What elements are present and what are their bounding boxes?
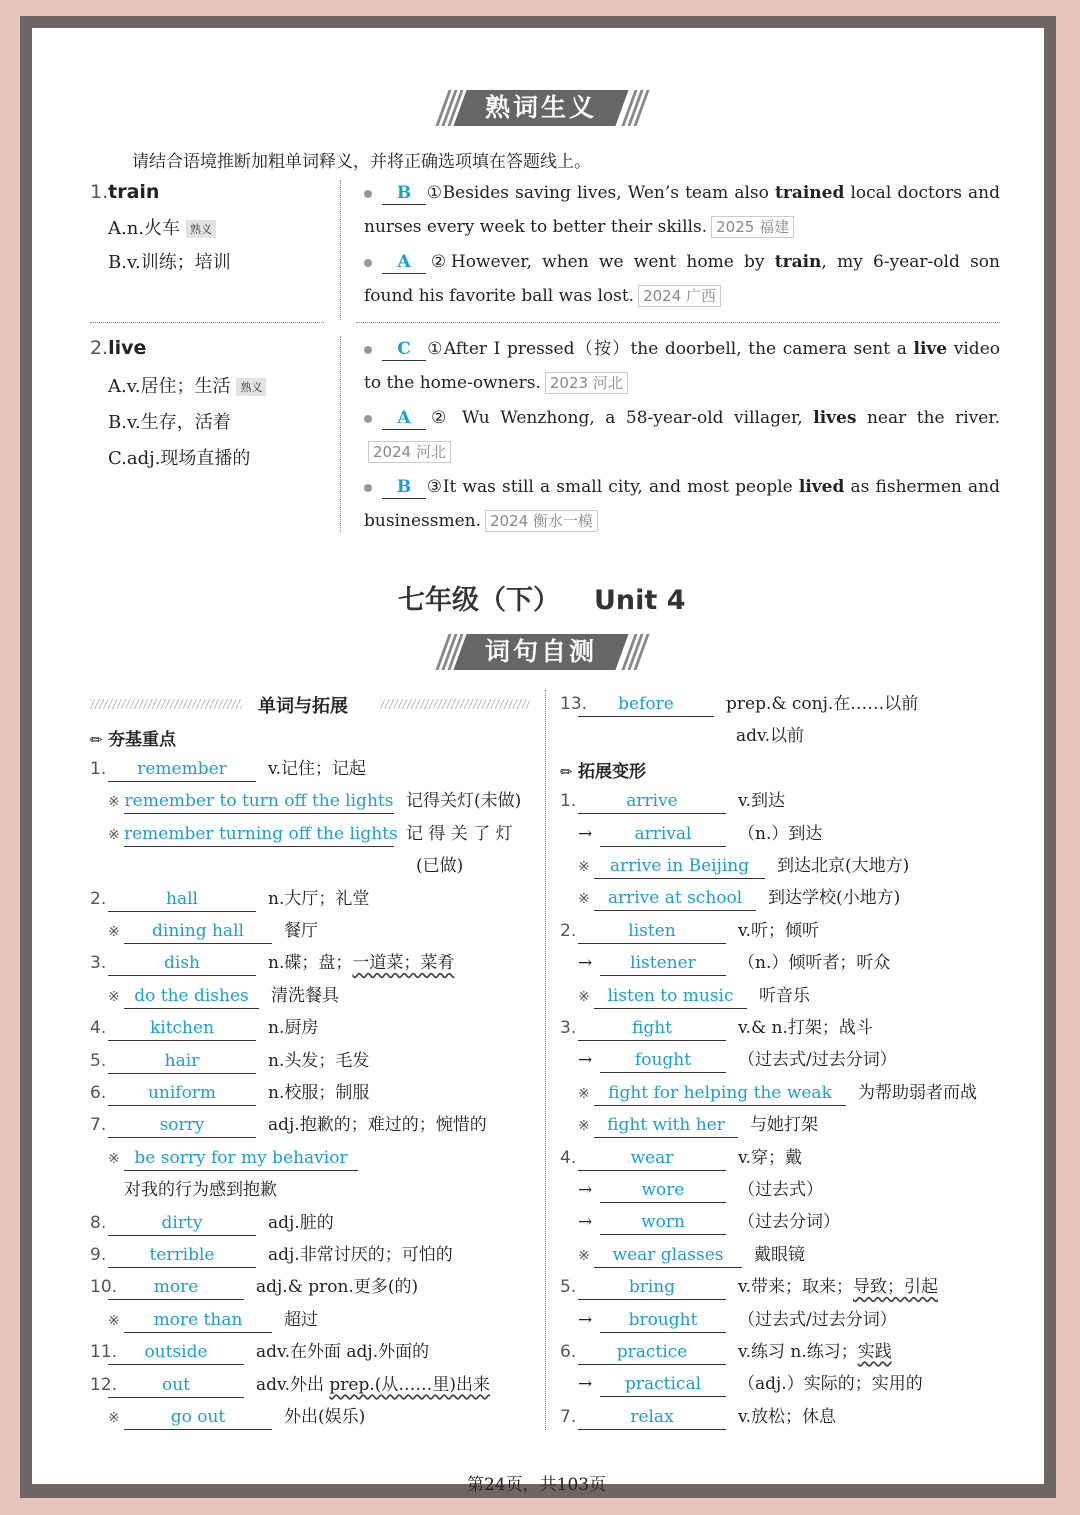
answer-blank: brought xyxy=(600,1308,726,1333)
definition: 听音乐 xyxy=(759,985,810,1006)
vocab-row xyxy=(90,820,513,849)
definition: v.练习 n.练习； xyxy=(738,1342,858,1362)
answer-blank: kitchen xyxy=(108,1016,256,1041)
item-number: 11. xyxy=(90,1342,118,1363)
vocab-row xyxy=(90,1209,334,1237)
vocab-row xyxy=(90,982,339,1011)
definition: 超过 xyxy=(284,1309,318,1330)
definition: prep.& conj.在……以前 xyxy=(726,694,919,714)
item-number: 3. xyxy=(560,1018,577,1038)
arrow-icon: → xyxy=(578,1180,593,1200)
definition: （n.）倾听者；听众 xyxy=(738,953,891,974)
answer-blank: uniform xyxy=(108,1081,256,1106)
reference-mark-icon: ※ xyxy=(108,1150,120,1167)
answer-blank: more than xyxy=(124,1308,272,1333)
column-divider xyxy=(545,690,546,1430)
definition: 戴眼镜 xyxy=(754,1244,805,1265)
vocab-row xyxy=(90,1403,365,1432)
arrow-icon: → xyxy=(578,1374,593,1395)
vocab-row xyxy=(560,820,822,848)
item-number: 13. xyxy=(560,694,588,714)
definition: 记 得 关 了 灯 xyxy=(406,823,513,844)
vocab-row xyxy=(90,1241,453,1269)
page-number: 第24页，共103页 xyxy=(467,1475,607,1495)
sentence-train-1: B ①Besides saving lives, Wen’s team also trained local doctors and nurses every week to better their skills. 2025 福建 xyxy=(364,183,1000,237)
definition: 对我的行为感到抱歉 xyxy=(124,1180,277,1201)
definition: v.听；倾听 xyxy=(738,920,819,941)
answer-blank: do the dishes xyxy=(124,984,259,1009)
vocab-row xyxy=(90,1079,369,1107)
item-number: 1. xyxy=(560,791,577,812)
definition: (已做) xyxy=(416,856,464,877)
answer-blank: fight for helping the weak xyxy=(594,1081,846,1106)
vocab-row xyxy=(90,1338,429,1366)
item-number: 2. xyxy=(560,920,577,941)
vocab-row xyxy=(560,1079,977,1108)
definition: 到达学校(小地方) xyxy=(768,888,901,909)
answer-blank: remember xyxy=(108,757,256,782)
section-banner-cijv xyxy=(430,634,660,670)
item-number: 4. xyxy=(560,1147,577,1168)
vocab-row xyxy=(90,949,454,977)
arrow-icon: → xyxy=(578,1212,593,1233)
vocab-row xyxy=(560,1403,836,1431)
item-number: 6. xyxy=(560,1342,577,1362)
item-number: 3. xyxy=(90,953,107,974)
sentence-live-2: A ② Wu Wenzhong, a 58-year-old villager, lives near the river.2024 河北 xyxy=(364,401,1000,469)
definition: 餐厅 xyxy=(284,921,318,941)
answer-blank: arrive at school xyxy=(594,886,756,911)
item-number: 12. xyxy=(90,1374,118,1395)
vocab-row xyxy=(90,885,369,913)
section-title: 熟词生义 xyxy=(484,93,597,122)
definition: v.穿；戴 xyxy=(738,1147,802,1168)
hatch-decoration xyxy=(380,699,530,709)
definition: （n.）到达 xyxy=(738,823,823,844)
definition: n.头发；毛发 xyxy=(268,1050,370,1071)
answer-blank: be sorry for my behavior xyxy=(124,1146,358,1171)
vocab-row xyxy=(560,917,819,945)
reference-mark-icon: ※ xyxy=(108,988,120,1005)
definition: 记得关灯(未做) xyxy=(406,791,522,812)
reference-mark-icon: ※ xyxy=(578,1247,590,1264)
sentence-live-1: C ①After I pressed（按）the doorbell, the camera sent a live video to the home-owners. 2023 河北 xyxy=(364,339,1000,393)
definition: 与她打架 xyxy=(750,1115,818,1136)
column-divider xyxy=(340,336,341,532)
definition: （过去式/过去分词） xyxy=(738,1309,897,1330)
reference-mark-icon: ※ xyxy=(578,1085,590,1102)
pencil-icon: ✏ xyxy=(560,763,573,781)
vocab-row xyxy=(560,722,804,750)
definition: （过去分词） xyxy=(738,1212,840,1233)
right-subheading xyxy=(560,757,646,782)
arrow-icon: → xyxy=(578,823,593,844)
item-number: 7. xyxy=(560,1406,577,1427)
definition: v.& n.打架；战斗 xyxy=(738,1018,873,1038)
word-train-option-a: A.n.火车 熟义 xyxy=(108,214,216,240)
answer-blank: relax xyxy=(578,1405,726,1430)
answer-blank: listen xyxy=(578,919,726,944)
vocab-row xyxy=(560,1144,802,1172)
answer-blank: bring xyxy=(578,1275,726,1300)
definition: 清洗餐具 xyxy=(271,985,339,1006)
definition: v.到达 xyxy=(738,791,785,812)
answer-blank: hall xyxy=(108,887,256,912)
definition: n.厨房 xyxy=(268,1018,319,1039)
vocab-row xyxy=(560,982,810,1011)
separator xyxy=(356,322,1000,323)
word-train-option-b: B.v.训练；培训 xyxy=(108,252,231,273)
vocab-row xyxy=(90,1371,490,1399)
separator xyxy=(90,322,324,323)
definition: v.带来；取来； xyxy=(738,1277,853,1298)
answer-blank: dish xyxy=(108,951,256,976)
answer-blank: terrible xyxy=(108,1243,256,1268)
definition: adj.抱歉的；难过的；惋惜的 xyxy=(268,1115,487,1136)
reference-mark-icon: ※ xyxy=(108,924,120,940)
answer-blank: remember turning off the lights xyxy=(124,822,394,847)
item-number: 1. xyxy=(90,759,107,779)
word-train-heading: 1.train xyxy=(90,181,160,203)
definition: （adj.）实际的；实用的 xyxy=(738,1374,923,1395)
answer-blank: hair xyxy=(108,1049,256,1074)
answer-blank: remember to turn off the lights xyxy=(124,789,394,814)
item-number: 5. xyxy=(560,1277,577,1298)
definition: adv.在外面 adj.外面的 xyxy=(256,1342,430,1363)
answer-blank: more xyxy=(108,1275,244,1300)
answer-blank: listener xyxy=(600,951,726,976)
hatch-decoration xyxy=(90,699,242,709)
answer-blank: before xyxy=(578,692,714,717)
word-live-option-c: C.adj.现场直播的 xyxy=(108,448,251,469)
vocab-row xyxy=(560,787,785,815)
definition: n.大厅；礼堂 xyxy=(268,888,370,909)
item-number: 5. xyxy=(90,1050,107,1071)
vocab-row xyxy=(560,1338,892,1366)
vocab-row xyxy=(560,1370,923,1398)
vocab-row xyxy=(560,1046,897,1074)
vocab-row xyxy=(90,1014,318,1042)
answer-blank: fought xyxy=(600,1048,726,1073)
emphasized-definition: 实践 xyxy=(857,1342,892,1362)
arrow-icon: → xyxy=(578,1050,593,1071)
answer-blank: outside xyxy=(108,1340,244,1365)
answer-blank: fight with her xyxy=(594,1113,738,1138)
reference-mark-icon: ※ xyxy=(578,1118,590,1135)
answer-blank: practice xyxy=(578,1340,726,1365)
vocab-row xyxy=(90,1306,318,1335)
vocab-row xyxy=(90,917,318,946)
definition: adv.外出 xyxy=(256,1374,330,1395)
answer-blank: listen to music xyxy=(594,984,747,1009)
section-banner-shuci xyxy=(430,90,660,126)
emphasized-definition: 一道菜；菜肴 xyxy=(352,953,455,974)
reference-mark-icon: ※ xyxy=(578,859,590,875)
vocab-row xyxy=(560,884,900,913)
vocab-row xyxy=(560,1111,818,1140)
vocab-row xyxy=(90,1273,418,1301)
answer-blank: wear xyxy=(578,1146,726,1171)
answer-blank: out xyxy=(108,1373,244,1398)
arrow-icon: → xyxy=(578,1309,593,1330)
vocab-row xyxy=(560,1306,897,1334)
answer-blank: worn xyxy=(600,1210,726,1235)
answer-blank: arrive xyxy=(578,789,726,814)
left-subheading: ✏ 夯基重点 xyxy=(90,730,176,750)
vocab-row xyxy=(90,755,366,783)
vocab-row xyxy=(90,787,521,816)
vocab-row xyxy=(90,1144,370,1173)
arrow-icon: → xyxy=(578,953,593,974)
vocab-row xyxy=(560,1273,938,1301)
column-divider xyxy=(340,180,341,320)
answer-blank: fight xyxy=(578,1016,726,1041)
item-number: 4. xyxy=(90,1018,107,1039)
vocab-row xyxy=(90,852,463,880)
sentence-live-3: B ③It was still a small city, and most people lived as fishermen and businessmen. 2024 衡水一模 xyxy=(364,477,1000,531)
answer-blank: arrival xyxy=(600,822,726,847)
answer-blank: sorry xyxy=(108,1113,256,1138)
item-number: 7. xyxy=(90,1115,107,1136)
vocab-row xyxy=(560,852,909,881)
reference-mark-icon: ※ xyxy=(578,988,590,1005)
definition: n.校服；制服 xyxy=(268,1083,370,1103)
vocab-row xyxy=(90,1047,369,1075)
definition: 到达北京(大地方) xyxy=(777,856,910,876)
definition: v.记住；记起 xyxy=(268,759,366,779)
definition: （过去式/过去分词） xyxy=(738,1050,897,1071)
word-live-option-b: B.v.生存，活着 xyxy=(108,412,231,433)
emphasized-definition: prep.(从……里)出来 xyxy=(329,1374,491,1395)
reference-mark-icon: ※ xyxy=(578,891,590,908)
answer-blank: practical xyxy=(600,1372,726,1397)
reference-mark-icon: ※ xyxy=(108,794,120,811)
right-subheading-label: 拓展变形 xyxy=(578,762,646,782)
definition: （过去式） xyxy=(738,1180,823,1200)
definition: 为帮助弱者而战 xyxy=(858,1082,977,1103)
definition: n.碟；盘； xyxy=(268,953,353,974)
vocab-row xyxy=(560,1241,805,1270)
vocab-row xyxy=(560,1208,840,1236)
pencil-icon: ✏ xyxy=(90,731,103,749)
answer-blank: dirty xyxy=(108,1211,256,1236)
vocab-row xyxy=(90,1111,487,1139)
subheading: 单词与拓展 xyxy=(258,696,348,717)
definition: adv.以前 xyxy=(736,726,805,747)
answer-blank: go out xyxy=(124,1405,272,1430)
definition: adj.& pron.更多(的) xyxy=(256,1277,419,1298)
instruction: 请结合语境推断加粗单词释义，并将正确选项填在答题线上。 xyxy=(132,152,591,172)
definition: adj.非常讨厌的；可怕的 xyxy=(268,1245,453,1265)
reference-mark-icon: ※ xyxy=(108,826,120,843)
unit-title: 七年级（下） Unit 4 xyxy=(398,585,686,616)
emphasized-definition: 导致；引起 xyxy=(853,1277,938,1298)
item-number: 6. xyxy=(90,1083,107,1103)
item-number: 10. xyxy=(90,1277,118,1298)
section-title: 词句自测 xyxy=(484,637,597,666)
word-live-heading: 2.live xyxy=(90,337,147,359)
definition: 外出(娱乐) xyxy=(284,1407,366,1427)
definition: v.放松；休息 xyxy=(738,1406,836,1427)
vocab-row xyxy=(560,1176,823,1204)
vocab-row xyxy=(560,690,918,718)
vocab-row xyxy=(90,1176,277,1204)
answer-blank: arrive in Beijing xyxy=(594,854,765,879)
item-number: 8. xyxy=(90,1212,107,1233)
answer-blank: dining hall xyxy=(124,919,272,944)
definition: adj.脏的 xyxy=(268,1212,334,1233)
answer-blank: wear glasses xyxy=(594,1243,742,1268)
vocab-row xyxy=(560,949,890,977)
word-live-option-a: A.v.居住；生活 熟义 xyxy=(108,372,266,398)
answer-blank: wore xyxy=(600,1178,726,1203)
item-number: 9. xyxy=(90,1245,107,1265)
sentence-train-2: A ②However, when we went home by train, my 6-year-old son found his favorite ball was lost. 2024 广西 xyxy=(364,252,1000,306)
item-number: 2. xyxy=(90,888,107,909)
reference-mark-icon: ※ xyxy=(108,1410,120,1426)
reference-mark-icon: ※ xyxy=(108,1312,120,1329)
vocab-row xyxy=(560,1014,873,1042)
